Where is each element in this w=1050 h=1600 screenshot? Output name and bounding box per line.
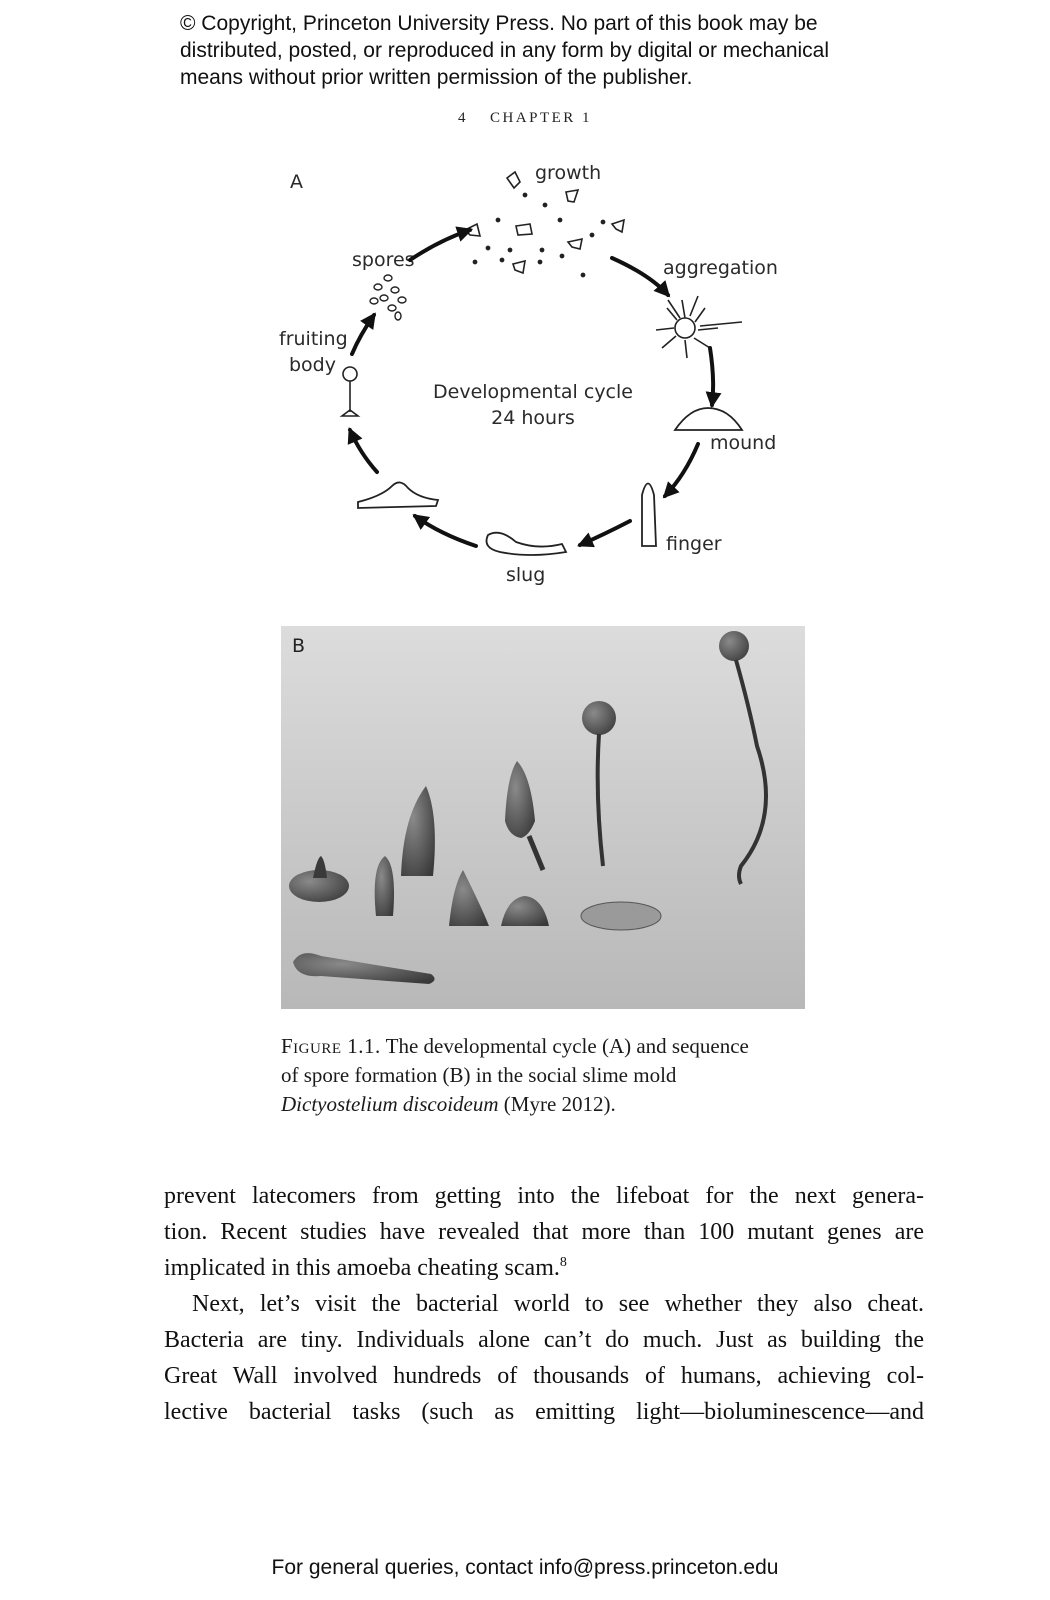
text-line: implicated in this amoeba cheating scam.$^8$ — [164, 1255, 567, 1281]
page-number: 4 — [457, 110, 468, 126]
figure-caption — [281, 1032, 821, 1119]
text-line: tion. Recent studies have revealed that more than 100 mutant genes are — [164, 1219, 924, 1245]
body-text — [164, 1178, 924, 1430]
panel-label-b: B — [292, 635, 306, 657]
copyright-line: © Copyright, Princeton University Press. No part of this book may be — [180, 12, 818, 35]
aggregation-drawing — [656, 296, 742, 358]
text-line: Great Wall involved hundreds of thousands of humans, achieving col- — [164, 1363, 924, 1389]
copyright-notice — [180, 10, 940, 91]
running-head — [0, 110, 1050, 127]
copyright-line: distributed, posted, or reproduced in any form by digital or mechanical — [180, 39, 830, 62]
stage-label-aggregation: aggregation — [663, 257, 778, 279]
text-line: prevent latecomers from getting into the lifeboat for the next genera- — [164, 1183, 924, 1209]
fruiting-body-drawing — [342, 367, 358, 416]
figure-label: Figure 1.1. — [281, 1034, 381, 1058]
caption-citation: (Myre 2012). — [498, 1092, 616, 1116]
chapter-title: CHAPTER 1 — [489, 110, 593, 126]
stage-label-slug: slug — [506, 564, 546, 586]
copyright-line: means without prior written permission of the publisher. — [180, 66, 693, 89]
figure-b-photo — [281, 626, 805, 1009]
center-title: Developmental cycle — [433, 381, 633, 403]
spores-drawing — [370, 275, 406, 320]
stage-label-spores: spores — [352, 249, 415, 271]
caption-text: of spore formation (B) in the social slime mold — [281, 1063, 677, 1087]
stage-label-growth: growth — [535, 162, 602, 184]
text-line: Bacteria are tiny. Individuals alone can’t do much. Just as building the — [164, 1327, 924, 1353]
stage-label-body: body — [289, 354, 336, 376]
stage-label-fruiting: fruiting — [279, 328, 348, 350]
stage-label-finger: finger — [666, 533, 722, 555]
species-name: Dictyostelium discoideum — [281, 1092, 499, 1116]
culminant-drawing — [358, 482, 438, 508]
figure-a-diagram — [270, 150, 810, 600]
panel-label-a: A — [290, 171, 303, 193]
mound-drawing — [675, 408, 742, 430]
text-line: lective bacterial tasks (such as emitting light—bioluminescence—and — [164, 1399, 924, 1425]
footer-contact: For general queries, contact info@press.princeton.edu — [271, 1556, 779, 1579]
footnote-marker[interactable]: 8 — [559, 1255, 567, 1270]
center-duration: 24 hours — [491, 407, 575, 429]
text-line: Next, let’s visit the bacterial world to see whether they also cheat. — [192, 1291, 924, 1317]
caption-text: The developmental cycle (A) and sequence — [380, 1034, 749, 1058]
finger-drawing — [642, 484, 656, 547]
amoebae-drawing — [465, 172, 624, 277]
slug-drawing — [487, 533, 567, 555]
stage-label-mound: mound — [710, 432, 777, 454]
